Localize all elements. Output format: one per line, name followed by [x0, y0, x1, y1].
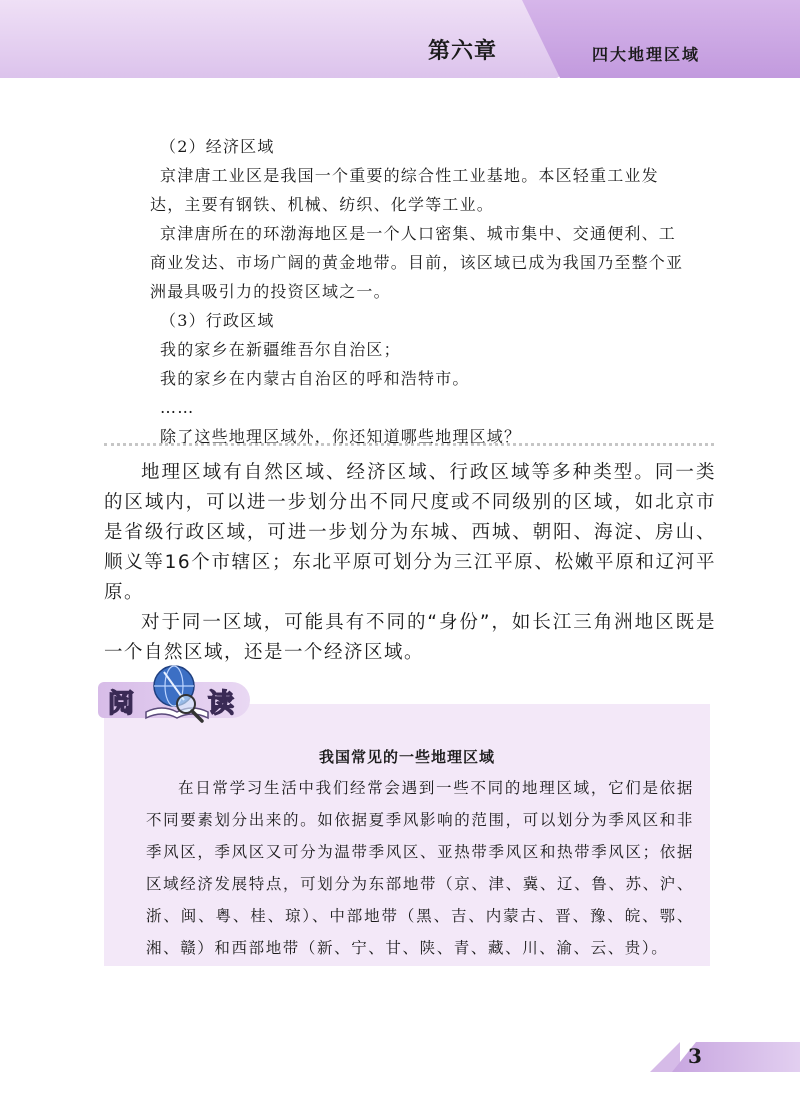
header-tab: [522, 0, 800, 78]
chapter-label: 第六章: [428, 39, 498, 64]
activity-question: 除了这些地理区域外，你还知道哪些地理区域？: [160, 427, 522, 446]
reading-text: 在日常学习生活中我们经常会遇到一些不同的地理区域，它们是依据不同要素划分出来的。如依据夏季风影响的范围，可以划分为季风区和非季风区，季风区又可分为温带季风区、亚热带季风区和热带季风区；依据区域经济发展特点，可划分为东部地带（京、津、冀、辽、鲁、苏、沪、浙、闽、粤、桂、琼）、中部地带（黑、吉、内蒙古、晋、豫、皖、鄂、湘、赣）和西部地带（新、宁、甘、陕、青、藏、川、渝、云、贵）。: [146, 779, 694, 957]
dotted-divider: [104, 443, 714, 446]
admin-line-2: 我的家乡在内蒙古自治区的呼和浩特市。: [160, 369, 470, 388]
footer-corner: [650, 1042, 680, 1072]
economic-paragraph-1: 京津唐工业区是我国一个重要的综合性工业基地。本区轻重工业发达，主要有钢铁、机械、纺织、化学等工业。: [150, 166, 659, 214]
admin-line-1: 我的家乡在新疆维吾尔自治区；: [160, 340, 401, 359]
section-title: 四大地理区域: [592, 45, 701, 64]
ellipsis: ……: [160, 398, 195, 417]
reading-tab-char-1: 阅: [108, 689, 135, 719]
economic-paragraph-2: 京津唐所在的环渤海地区是一个人口密集、城市集中、交通便利、工商业发达、市场广阔的黄金地带。目前，该区域已成为我国乃至整个亚洲最具吸引力的投资区域之一。: [150, 224, 684, 301]
globe-magnifier-book-icon: [142, 660, 212, 726]
activity-block: [150, 132, 690, 451]
main-text: [104, 458, 716, 668]
admin-heading: （3）行政区域: [160, 311, 275, 330]
economic-heading: （2）经济区域: [160, 137, 275, 156]
body-paragraph-2: 对于同一区域，可能具有不同的“身份”，如长江三角洲地区既是一个自然区域，还是一个经济区域。: [104, 612, 716, 663]
reading-title: 我国常见的一些地理区域: [318, 748, 495, 766]
page-number: 3: [688, 1044, 702, 1068]
body-paragraph-1: 地理区域有自然区域、经济区域、行政区域等多种类型。同一类的区域内，可以进一步划分出不同尺度或不同级别的区域，如北京市是省级行政区域，可进一步划分为东城、西城、朝阳、海淀、房山、顺义等16个市辖区；东北平原可划分为三江平原、松嫩平原和辽河平原。: [104, 462, 716, 603]
reading-tab-char-2: 读: [208, 689, 235, 719]
